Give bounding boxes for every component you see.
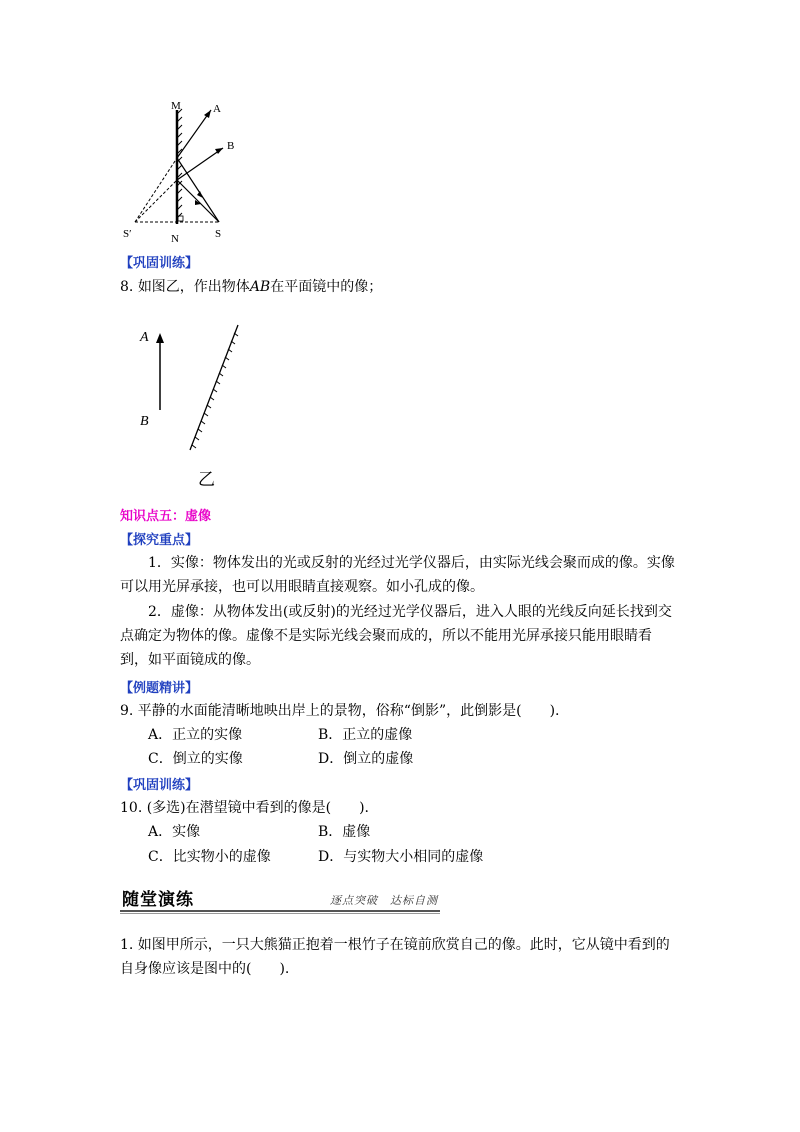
q10-option-d[interactable]: D．与实物大小相同的虚像 bbox=[318, 849, 484, 865]
object-mirror-figure bbox=[130, 315, 270, 495]
section-subtitle: 逐点突破 达标自测 bbox=[330, 894, 438, 907]
label-A: A bbox=[213, 103, 221, 115]
practice-1-line1: 1. 如图甲所示，一只大熊猫正抱着一根竹子在镜前欣赏自己的像。此时，它从镜中看到的 bbox=[120, 937, 670, 953]
q8-text-after: 在平面镜中的像； bbox=[270, 279, 383, 295]
example-tag: 【例题精讲】 bbox=[120, 681, 199, 696]
explain-p1-line1: 1．实像：物体发出的光或反射的光经过光学仪器后，由实际光线会聚而成的像。实像 bbox=[148, 555, 675, 571]
q9-option-c[interactable]: C．倒立的实像 bbox=[148, 751, 243, 767]
q10-option-a[interactable]: A．实像 bbox=[148, 824, 201, 840]
q8-ab: AB bbox=[249, 279, 271, 295]
explore-tag: 【探究重点】 bbox=[120, 533, 199, 548]
q10-option-b[interactable]: B．虚像 bbox=[318, 824, 371, 840]
question-8 bbox=[120, 275, 382, 299]
explain-p2-line3: 到，如平面镜成的像。 bbox=[120, 652, 260, 668]
q9-option-d[interactable]: D．倒立的虚像 bbox=[318, 751, 414, 767]
q8-number: 8. bbox=[120, 279, 134, 295]
q9-option-b[interactable]: B．正立的虚像 bbox=[318, 727, 413, 743]
figure-caption-yi: 乙 bbox=[198, 470, 215, 489]
q9-option-a[interactable]: A．正立的实像 bbox=[148, 727, 243, 743]
question-10: 10. (多选)在潜望镜中看到的像是( ). bbox=[120, 800, 370, 816]
label-S: S bbox=[215, 228, 222, 240]
question-9: 9. 平静的水面能清晰地映出岸上的景物，俗称“倒影”，此倒影是( ). bbox=[120, 703, 560, 719]
explain-p2-line1: 2．虚像：从物体发出(或反射)的光经过光学仪器后，进入人眼的光线反向延长找到交 bbox=[148, 604, 672, 620]
knowledge-point-5: 知识点五：虚像 bbox=[120, 509, 212, 524]
q8-text-before: 如图乙，作出物体 bbox=[137, 279, 250, 295]
label-B: B bbox=[227, 140, 235, 152]
consolidate-tag-2: 【巩固训练】 bbox=[120, 778, 199, 793]
mirror-ray-diagram bbox=[115, 96, 255, 246]
practice-1-line2: 自身像应该是图中的( ). bbox=[120, 961, 290, 977]
label-B2: B bbox=[140, 414, 149, 429]
label-M: M bbox=[171, 100, 181, 112]
label-N: N bbox=[171, 233, 179, 245]
explain-p2-line2: 点确定为物体的像。虚像不是实际光线会聚而成的，所以不能用光屏承接只能用眼睛看 bbox=[120, 628, 652, 644]
q10-option-c[interactable]: C．比实物小的虚像 bbox=[148, 849, 271, 865]
explain-p1-line2: 可以用光屏承接，也可以用眼睛直接观察。如小孔成的像。 bbox=[120, 579, 484, 595]
label-S-prime: S′ bbox=[123, 228, 132, 240]
section-underline-thin bbox=[120, 913, 440, 914]
section-title: 随堂演练 bbox=[122, 890, 194, 910]
label-A2: A bbox=[140, 330, 149, 345]
consolidate-tag-1: 【巩固训练】 bbox=[120, 256, 199, 271]
section-underline bbox=[120, 910, 440, 912]
